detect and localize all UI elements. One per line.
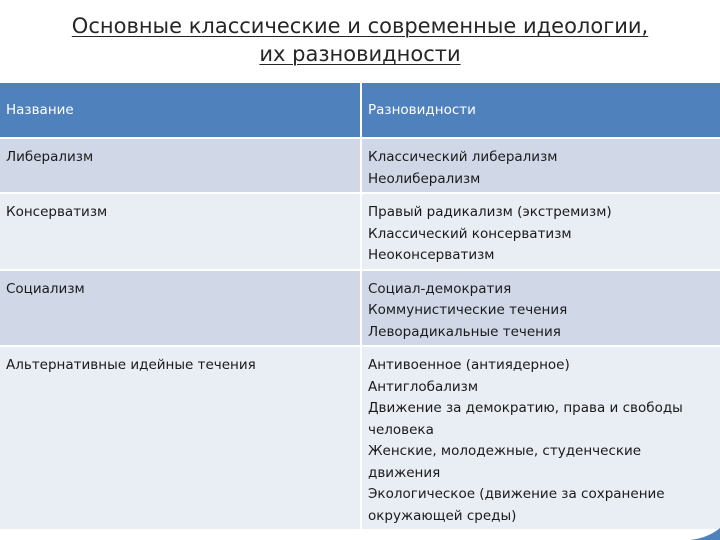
row-name-cell <box>0 270 361 347</box>
ideologies-table <box>0 83 720 529</box>
ideology-name: Консерватизм <box>6 204 108 220</box>
ideology-name: Либерализм <box>6 149 94 165</box>
variant-item: Движение за демократию, права и свободы человека <box>368 400 683 438</box>
variant-item: Классический консерватизм <box>368 225 572 242</box>
variant-item: Антиглобализм <box>368 378 479 395</box>
variant-item: Неолиберализм <box>368 170 481 187</box>
ideology-name: Альтернативные идейные течения <box>6 357 256 373</box>
row-name-cell <box>0 346 361 529</box>
slide-title-line-2: их разновидности <box>259 42 461 66</box>
variant-item: Леворадикальные течения <box>368 323 561 340</box>
variant-item: Экологическое (движение за сохранение окружающей среды) <box>368 486 665 524</box>
table-row <box>0 270 720 347</box>
row-variants-cell <box>361 346 720 529</box>
row-variants-cell <box>361 270 720 347</box>
variant-item: Коммунистические течения <box>368 302 568 318</box>
row-variants-cell <box>361 193 720 270</box>
table-row <box>0 193 720 270</box>
variant-item: Женские, молодежные, студенческие движения <box>368 443 642 481</box>
variant-item: Неоконсерватизм <box>368 247 495 263</box>
ideology-name: Социализм <box>6 280 85 297</box>
row-variants-cell <box>361 138 720 193</box>
slide-corner-decoration-icon <box>690 524 720 540</box>
slide-title <box>0 12 720 68</box>
slide-title-line-1: Основные классические и современные идеологии, <box>71 14 649 38</box>
variant-item: Антивоенное (антиядерное) <box>368 357 570 373</box>
table-row <box>0 138 720 193</box>
header-variants: Разновидности <box>361 83 720 138</box>
table-header-row <box>0 83 720 138</box>
row-name-cell <box>0 138 361 193</box>
header-name: Название <box>0 83 361 138</box>
row-name-cell <box>0 193 361 270</box>
variant-item: Классический либерализм <box>368 149 558 165</box>
variant-item: Социал-демократия <box>368 280 512 297</box>
table-row <box>0 346 720 529</box>
variant-item: Правый радикализм (экстремизм) <box>368 204 612 220</box>
